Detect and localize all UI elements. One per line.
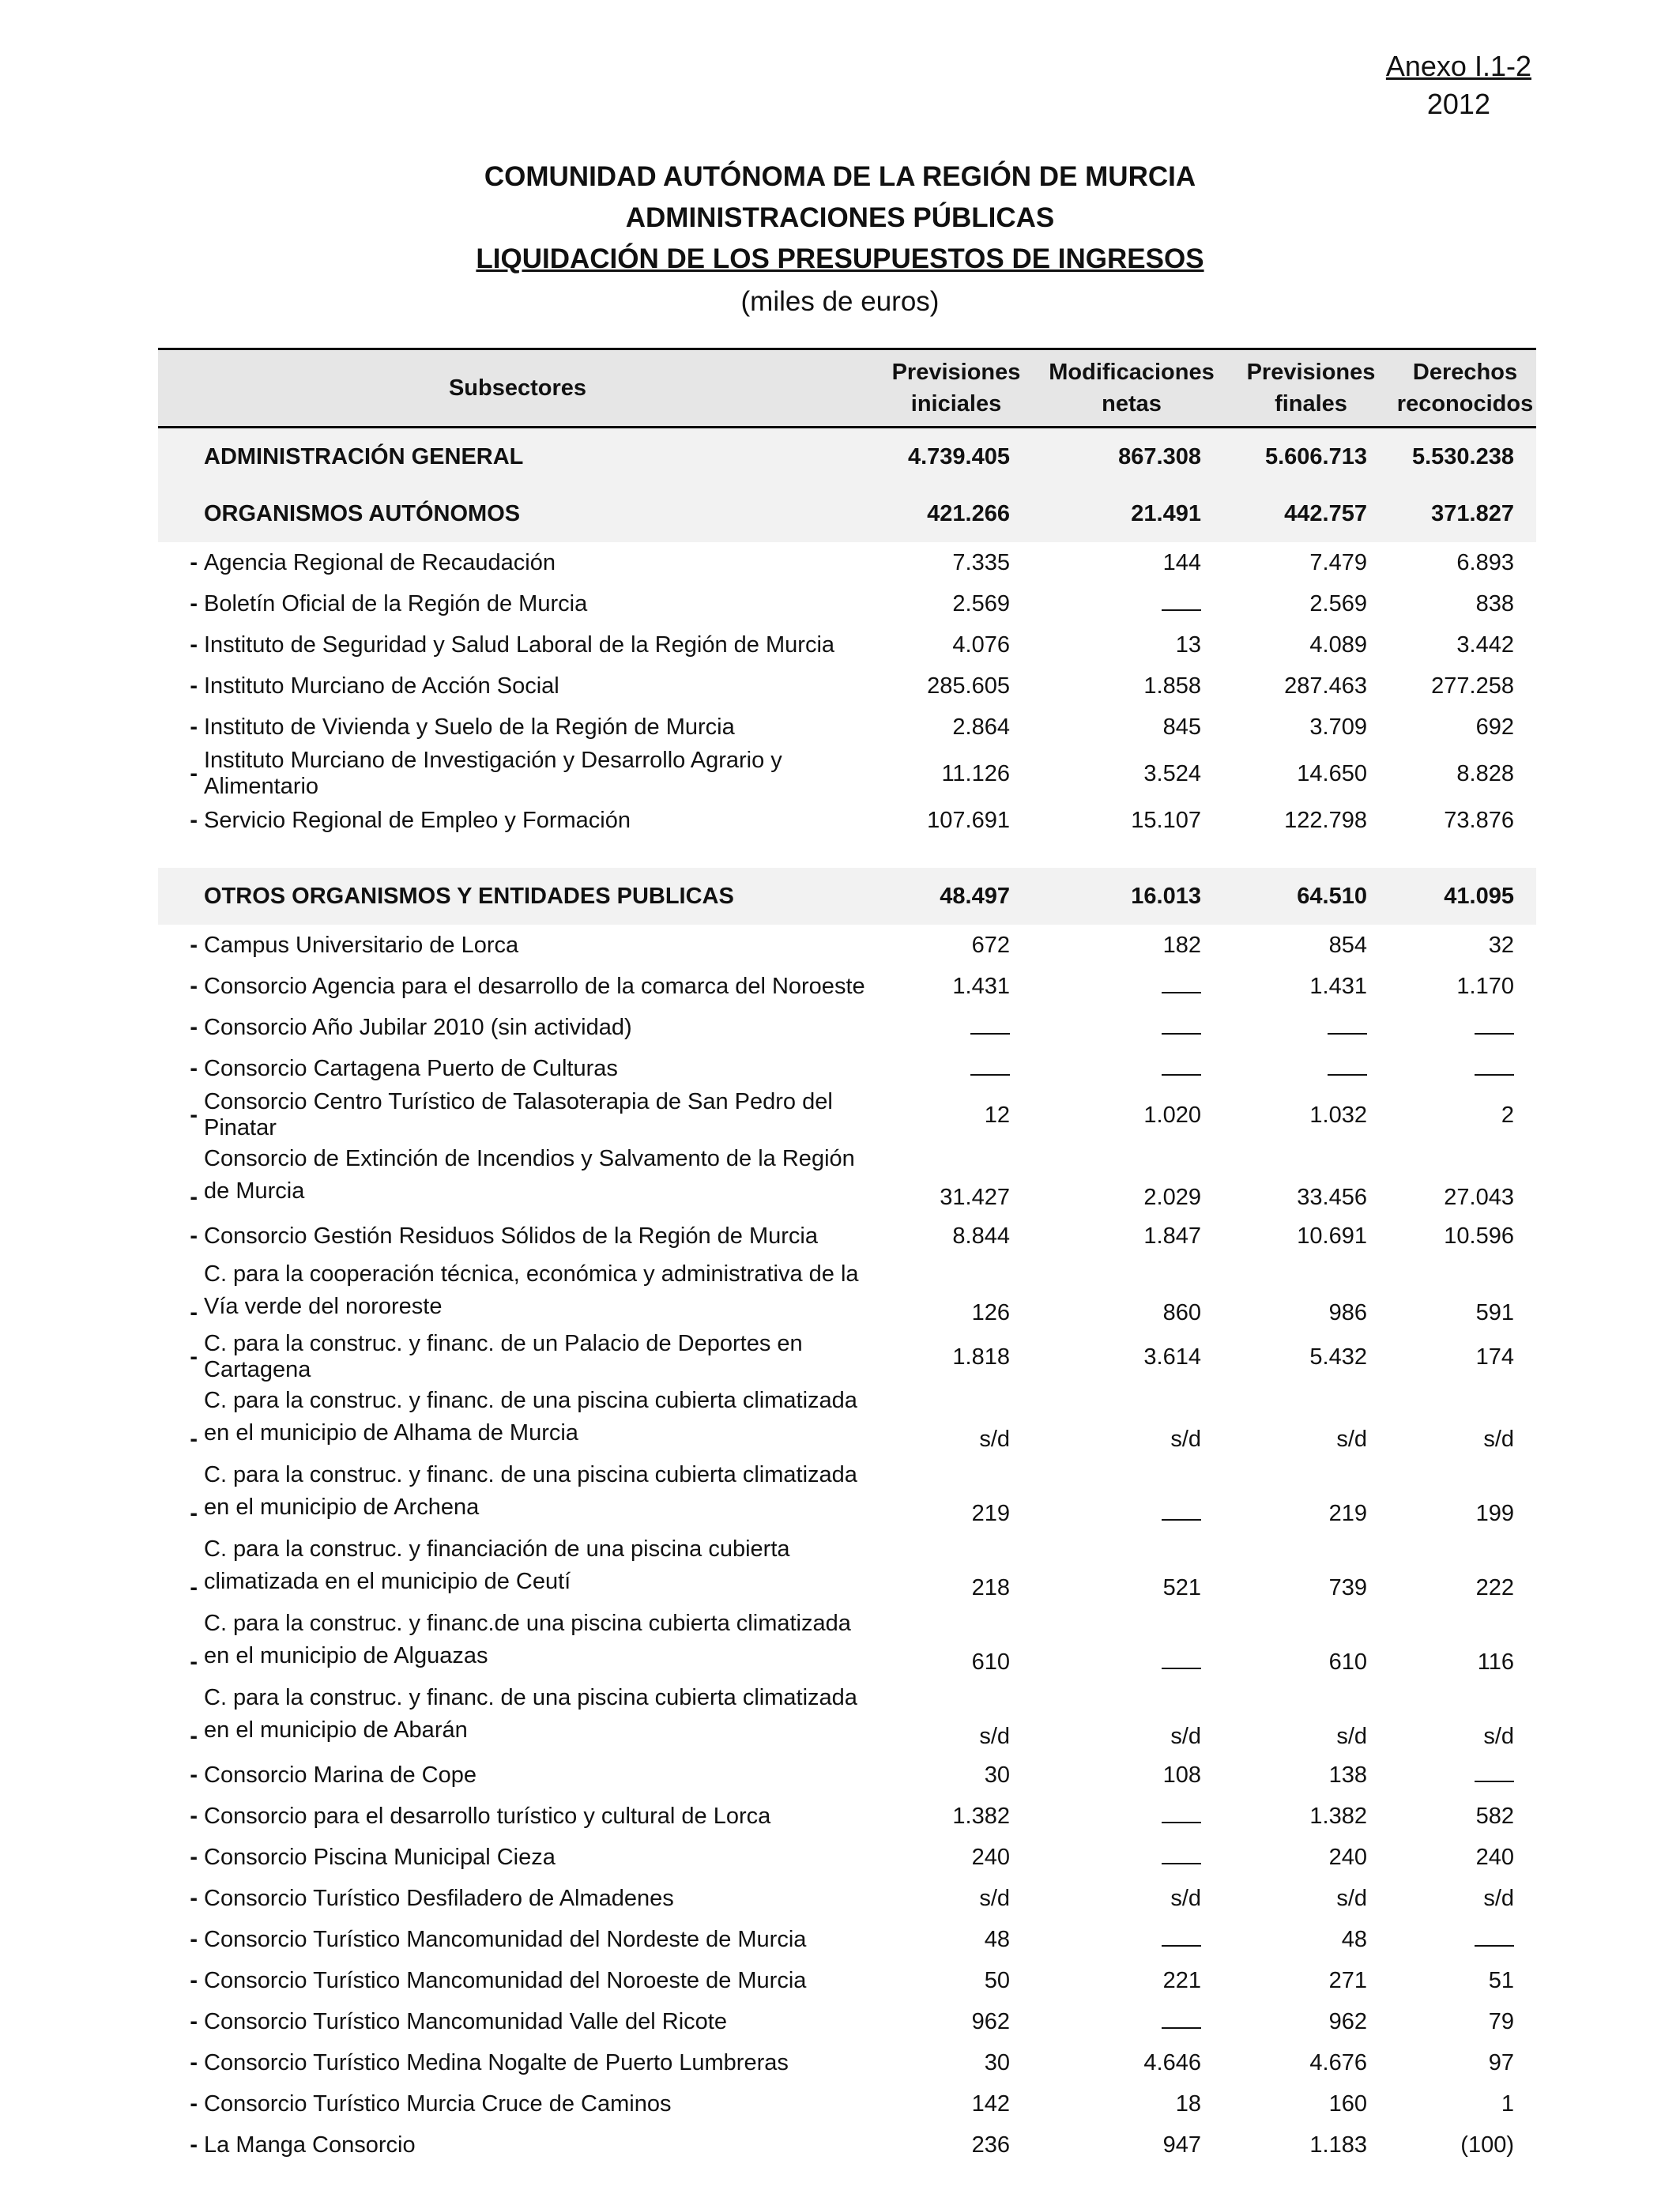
row-value: 860: [1162, 1300, 1201, 1325]
row-value: 1: [1501, 2090, 1514, 2117]
title-budget-liquidation: LIQUIDACIÓN DE LOS PRESUPUESTOS DE INGRESOS: [476, 243, 1204, 274]
row-value: s/d: [1483, 1885, 1514, 1911]
row-dash: -: [190, 1427, 198, 1452]
row-value: 3.709: [1309, 714, 1367, 740]
row-dash: -: [190, 2132, 198, 2158]
row-value: 144: [1162, 549, 1201, 575]
row-value: [1035, 1919, 1228, 1960]
row-value: 12: [984, 1102, 1010, 1128]
row-dash: -: [190, 1185, 198, 1210]
row-value: 142: [971, 2090, 1010, 2117]
row-dash: -: [190, 2049, 198, 2075]
row-value: 219: [971, 1501, 1010, 1526]
row-label: Consorcio Turístico Mancomunidad del Noroeste de Murcia: [204, 1967, 807, 1993]
row-value: 4.076: [952, 631, 1010, 658]
row-value: 610: [971, 1649, 1010, 1675]
section-value: 64.510: [1228, 868, 1394, 925]
table-row: [158, 1837, 1536, 1878]
section-row-otros-organismos: [158, 868, 1536, 925]
empty-value-line: [1475, 1926, 1514, 1947]
empty-value-line: [1475, 1014, 1514, 1035]
empty-value-line: [970, 1014, 1010, 1035]
section-value: 4.739.405: [877, 428, 1035, 486]
row-dash: -: [190, 1055, 198, 1081]
row-value: 33.456: [1297, 1185, 1367, 1210]
row-value: 160: [1328, 2090, 1367, 2117]
row-value: (100): [1460, 2132, 1514, 2158]
row-label: Consorcio de Extinción de Incendios y Salvamento de la Región de Murcia: [204, 1146, 855, 1204]
row-value: 845: [1162, 714, 1201, 740]
row-value: 32: [1488, 932, 1514, 958]
row-value: 108: [1162, 1762, 1201, 1788]
table-row: [158, 583, 1536, 624]
empty-value-line: [1162, 973, 1201, 993]
row-value: 11.126: [941, 760, 1010, 786]
row-label: Consorcio Año Jubilar 2010 (sin actividad): [204, 1014, 632, 1040]
row-label: Instituto Murciano de Investigación y Desarrollo Agrario y Alimentario: [204, 748, 782, 799]
row-dash: -: [190, 1649, 198, 1675]
section-value: 16.013: [1035, 868, 1228, 925]
row-value: [1035, 2001, 1228, 2042]
table-row: [158, 1331, 1536, 1383]
row-value: [1035, 1007, 1228, 1048]
row-value: 1.382: [952, 1803, 1010, 1829]
table-row: [158, 707, 1536, 748]
row-dash: -: [190, 1762, 198, 1788]
row-dash: -: [190, 1575, 198, 1600]
title-public-administrations: ADMINISTRACIONES PÚBLICAS: [625, 202, 1055, 233]
section-value: 371.827: [1394, 485, 1536, 542]
empty-value-line: [1162, 590, 1201, 611]
table-row: [158, 1960, 1536, 2001]
empty-value-line: [1162, 1844, 1201, 1864]
empty-value-line: [1162, 1055, 1201, 1076]
row-dash: -: [190, 1223, 198, 1249]
row-value: 1.431: [952, 973, 1010, 999]
row-value: 5.432: [1309, 1344, 1367, 1370]
row-value: [877, 1048, 1035, 1089]
row-value: 14.650: [1297, 760, 1367, 786]
empty-value-line: [1162, 1926, 1201, 1947]
row-value: 3.442: [1456, 631, 1514, 658]
row-dash: -: [190, 714, 198, 740]
row-dash: -: [190, 1344, 198, 1370]
annex-year: 2012: [1426, 88, 1490, 120]
row-value: [1228, 1048, 1394, 1089]
row-dash: -: [190, 1014, 198, 1040]
row-value: 4.676: [1309, 2049, 1367, 2075]
table-row: [158, 1257, 1536, 1331]
row-value: 962: [971, 2008, 1010, 2034]
row-value: [1394, 1048, 1536, 1089]
row-value: 15.107: [1131, 807, 1201, 833]
header-derechos-reconocidos: Derechos reconocidos: [1394, 349, 1536, 428]
budget-table: [158, 348, 1536, 2166]
row-dash: -: [190, 807, 198, 833]
table-row: [158, 1141, 1536, 1216]
table-row: [158, 542, 1536, 583]
row-label: Consorcio Marina de Cope: [204, 1762, 477, 1788]
row-label: C. para la construc. y financ. de un Palacio de Deportes en Cartagena: [204, 1331, 803, 1382]
row-value: 48: [1341, 1926, 1367, 1952]
section-value: 5.530.238: [1394, 428, 1536, 486]
row-value: 277.258: [1431, 673, 1514, 699]
empty-value-line: [1328, 1055, 1367, 1076]
section-value: 41.095: [1394, 868, 1536, 925]
row-value: 4.089: [1309, 631, 1367, 658]
header-previsiones-finales: Previsiones finales: [1228, 349, 1394, 428]
row-dash: -: [190, 973, 198, 999]
row-value: [1228, 1007, 1394, 1048]
row-value: s/d: [979, 1427, 1010, 1452]
row-label: Instituto de Vivienda y Suelo de la Región de Murcia: [204, 714, 735, 740]
row-value: 219: [1328, 1501, 1367, 1526]
row-value: 10.596: [1444, 1223, 1514, 1249]
row-label: Consorcio Centro Turístico de Talasoterapia de San Pedro del Pinatar: [204, 1089, 833, 1140]
row-label: C. para la construc. y financ. de una piscina cubierta climatizada en el municipio de Abarán: [204, 1685, 857, 1743]
row-value: 236: [971, 2132, 1010, 2158]
row-value: [1035, 583, 1228, 624]
row-value: s/d: [979, 1724, 1010, 1749]
empty-value-line: [1475, 1762, 1514, 1782]
table-row: [158, 1878, 1536, 1919]
row-value: 97: [1488, 2049, 1514, 2075]
row-label: Consorcio Gestión Residuos Sólidos de la Región de Murcia: [204, 1223, 818, 1249]
row-value: 2.029: [1143, 1185, 1201, 1210]
header-modificaciones-netas: Modificaciones netas: [1035, 349, 1228, 428]
row-label: Instituto de Seguridad y Salud Laboral de la Región de Murcia: [204, 631, 835, 658]
section-value: 421.266: [877, 485, 1035, 542]
row-dash: -: [190, 1300, 198, 1325]
row-label: C. para la construc. y financ. de una piscina cubierta climatizada en el municipio de Alhama de Murcia: [204, 1388, 857, 1446]
row-value: 51: [1488, 1967, 1514, 1993]
row-dash: -: [190, 549, 198, 575]
row-value: 2.569: [952, 590, 1010, 616]
table-row: [158, 1796, 1536, 1837]
header-previsiones-iniciales: Previsiones iniciales: [877, 349, 1035, 428]
row-value: 222: [1475, 1575, 1514, 1600]
row-value: [877, 1007, 1035, 1048]
annex-code: Anexo I.1-2: [1385, 50, 1531, 82]
row-value: [1035, 1606, 1228, 1680]
table-row: [158, 1919, 1536, 1960]
row-label: C. para la cooperación técnica, económica y administrativa de la Vía verde del nororeste: [204, 1261, 859, 1319]
row-value: 13: [1175, 631, 1201, 658]
row-value: 27.043: [1444, 1185, 1514, 1210]
row-dash: -: [190, 1844, 198, 1870]
row-value: 1.183: [1309, 2132, 1367, 2158]
row-value: 182: [1162, 932, 1201, 958]
row-value: 2.864: [952, 714, 1010, 740]
row-value: s/d: [979, 1885, 1010, 1911]
section-label: ORGANISMOS AUTÓNOMOS: [204, 485, 877, 542]
row-label: Consorcio Turístico Mancomunidad Valle del Ricote: [204, 2008, 727, 2034]
title-community: COMUNIDAD AUTÓNOMA DE LA REGIÓN DE MURCIA: [484, 161, 1196, 192]
table-row: [158, 1007, 1536, 1048]
row-value: 1.858: [1143, 673, 1201, 699]
row-value: 582: [1475, 1803, 1514, 1829]
section-value: 21.491: [1035, 485, 1228, 542]
row-value: 3.614: [1143, 1344, 1201, 1370]
section-row-organismos-autonomos: [158, 485, 1536, 542]
row-value: 287.463: [1284, 673, 1367, 699]
row-value: 1.818: [952, 1344, 1010, 1370]
row-label: Instituto Murciano de Acción Social: [204, 673, 559, 699]
row-value: 854: [1328, 932, 1367, 958]
row-value: [1035, 1796, 1228, 1837]
row-value: s/d: [1170, 1427, 1201, 1452]
table-row: [158, 1457, 1536, 1532]
row-dash: -: [190, 1967, 198, 1993]
row-dash: -: [190, 932, 198, 958]
empty-value-line: [1162, 2008, 1201, 2029]
row-dash: -: [190, 1102, 198, 1128]
row-label: Campus Universitario de Lorca: [204, 932, 519, 958]
row-value: 2: [1501, 1102, 1514, 1128]
row-dash: -: [190, 1926, 198, 1952]
row-value: 79: [1488, 2008, 1514, 2034]
table-row: [158, 966, 1536, 1007]
section-label: OTROS ORGANISMOS Y ENTIDADES PUBLICAS: [204, 868, 877, 925]
row-dash: -: [190, 2090, 198, 2117]
row-value: 3.524: [1143, 760, 1201, 786]
table-row: [158, 1383, 1536, 1457]
row-dash: -: [190, 631, 198, 658]
table-row: [158, 1216, 1536, 1257]
row-label: Consorcio para el desarrollo turístico y cultural de Lorca: [204, 1803, 771, 1829]
row-value: 240: [971, 1844, 1010, 1870]
row-label: Consorcio Turístico Desfiladero de Almadenes: [204, 1885, 674, 1911]
row-value: 1.847: [1143, 1223, 1201, 1249]
row-dash: -: [190, 1724, 198, 1749]
row-value: 240: [1328, 1844, 1367, 1870]
row-value: s/d: [1336, 1427, 1367, 1452]
table-row: [158, 2083, 1536, 2124]
row-value: 240: [1475, 1844, 1514, 1870]
row-value: 1.032: [1309, 1102, 1367, 1128]
row-value: 8.844: [952, 1223, 1010, 1249]
units-note: (miles de euros): [740, 286, 940, 317]
row-value: 947: [1162, 2132, 1201, 2158]
row-value: 10.691: [1297, 1223, 1367, 1249]
header-subsectores: Subsectores: [158, 349, 877, 428]
section-row-administracion-general: [158, 428, 1536, 486]
document-title-block: [0, 156, 1680, 324]
row-label: Boletín Oficial de la Región de Murcia: [204, 590, 588, 616]
row-value: 591: [1475, 1300, 1514, 1325]
row-label: Consorcio Agencia para el desarrollo de la comarca del Noroeste: [204, 973, 865, 999]
row-label: Consorcio Turístico Murcia Cruce de Caminos: [204, 2090, 672, 2117]
row-value: 962: [1328, 2008, 1367, 2034]
row-value: 122.798: [1284, 807, 1367, 833]
table-row: [158, 1048, 1536, 1089]
row-dash: -: [190, 760, 198, 786]
empty-value-line: [1162, 1500, 1201, 1521]
row-value: [1394, 1919, 1536, 1960]
row-value: [1394, 1755, 1536, 1796]
row-value: s/d: [1483, 1427, 1514, 1452]
row-value: 610: [1328, 1649, 1367, 1675]
row-value: 174: [1475, 1344, 1514, 1370]
row-value: [1035, 1837, 1228, 1878]
row-value: 271: [1328, 1967, 1367, 1993]
table-row: [158, 1532, 1536, 1606]
row-label: Servicio Regional de Empleo y Formación: [204, 807, 631, 833]
row-value: 692: [1475, 714, 1514, 740]
row-value: 7.479: [1309, 549, 1367, 575]
empty-value-line: [1328, 1014, 1367, 1035]
row-dash: -: [190, 2008, 198, 2034]
empty-value-line: [1162, 1803, 1201, 1823]
row-value: 138: [1328, 1762, 1367, 1788]
empty-value-line: [1162, 1014, 1201, 1035]
section-value: 867.308: [1035, 428, 1228, 486]
row-value: 521: [1162, 1575, 1201, 1600]
row-dash: -: [190, 673, 198, 699]
table-row: [158, 2001, 1536, 2042]
empty-value-line: [970, 1055, 1010, 1076]
row-value: 107.691: [927, 807, 1010, 833]
table-row: [158, 2124, 1536, 2166]
row-value: 7.335: [952, 549, 1010, 575]
row-dash: -: [190, 590, 198, 616]
section-value: 48.497: [877, 868, 1035, 925]
row-value: 672: [971, 932, 1010, 958]
row-value: 218: [971, 1575, 1010, 1600]
empty-value-line: [1162, 1649, 1201, 1669]
table-row: [158, 800, 1536, 841]
row-value: 1.431: [1309, 973, 1367, 999]
row-label: Consorcio Turístico Medina Nogalte de Puerto Lumbreras: [204, 2049, 789, 2075]
section-value: 442.757: [1228, 485, 1394, 542]
row-value: 73.876: [1444, 807, 1514, 833]
row-value: s/d: [1170, 1724, 1201, 1749]
row-label: Consorcio Cartagena Puerto de Culturas: [204, 1055, 618, 1081]
row-value: [1035, 1457, 1228, 1532]
row-value: 30: [984, 2049, 1010, 2075]
table-header-row: [158, 349, 1536, 428]
table-row: [158, 624, 1536, 665]
empty-value-line: [1475, 1055, 1514, 1076]
row-dash: -: [190, 1803, 198, 1829]
row-value: [1394, 1007, 1536, 1048]
row-dash: -: [190, 1501, 198, 1526]
row-label: Consorcio Piscina Municipal Cieza: [204, 1844, 556, 1870]
table-row: [158, 1680, 1536, 1755]
section-label: ADMINISTRACIÓN GENERAL: [204, 428, 877, 486]
table-row: [158, 748, 1536, 800]
row-value: 30: [984, 1762, 1010, 1788]
row-value: 8.828: [1456, 760, 1514, 786]
table-row: [158, 665, 1536, 707]
row-value: 31.427: [940, 1185, 1010, 1210]
row-value: 4.646: [1143, 2049, 1201, 2075]
row-label: C. para la construc. y financ.de una piscina cubierta climatizada en el municipio de Alguazas: [204, 1611, 851, 1668]
table-row: [158, 1606, 1536, 1680]
row-value: 6.893: [1456, 549, 1514, 575]
row-value: [1035, 966, 1228, 1007]
row-value: 2.569: [1309, 590, 1367, 616]
row-label: La Manga Consorcio: [204, 2132, 416, 2158]
row-value: 986: [1328, 1300, 1367, 1325]
table-row: [158, 1755, 1536, 1796]
row-value: 739: [1328, 1575, 1367, 1600]
annex-header: [1386, 47, 1531, 123]
table-row: [158, 925, 1536, 966]
row-value: 1.170: [1456, 973, 1514, 999]
row-value: 1.020: [1143, 1102, 1201, 1128]
row-value: 838: [1475, 590, 1514, 616]
table-row: [158, 1089, 1536, 1141]
section-value: 5.606.713: [1228, 428, 1394, 486]
row-value: 221: [1162, 1967, 1201, 1993]
table-row: [158, 2042, 1536, 2083]
row-label: Agencia Regional de Recaudación: [204, 549, 556, 575]
row-value: s/d: [1336, 1885, 1367, 1911]
row-value: 1.382: [1309, 1803, 1367, 1829]
row-value: s/d: [1336, 1724, 1367, 1749]
row-value: 126: [971, 1300, 1010, 1325]
row-value: 199: [1475, 1501, 1514, 1526]
row-value: 116: [1477, 1649, 1514, 1675]
row-label: C. para la construc. y financiación de una piscina cubierta climatizada en el municipio de Ceutí: [204, 1536, 790, 1594]
row-dash: -: [190, 1885, 198, 1911]
row-value: s/d: [1483, 1724, 1514, 1749]
row-label: C. para la construc. y financ. de una piscina cubierta climatizada en el municipio de Archena: [204, 1462, 857, 1520]
row-value: [1035, 1048, 1228, 1089]
row-label: Consorcio Turístico Mancomunidad del Nordeste de Murcia: [204, 1926, 807, 1952]
row-value: 18: [1175, 2090, 1201, 2117]
row-value: 48: [984, 1926, 1010, 1952]
row-value: 285.605: [927, 673, 1010, 699]
row-value: 50: [984, 1967, 1010, 1993]
row-value: s/d: [1170, 1885, 1201, 1911]
